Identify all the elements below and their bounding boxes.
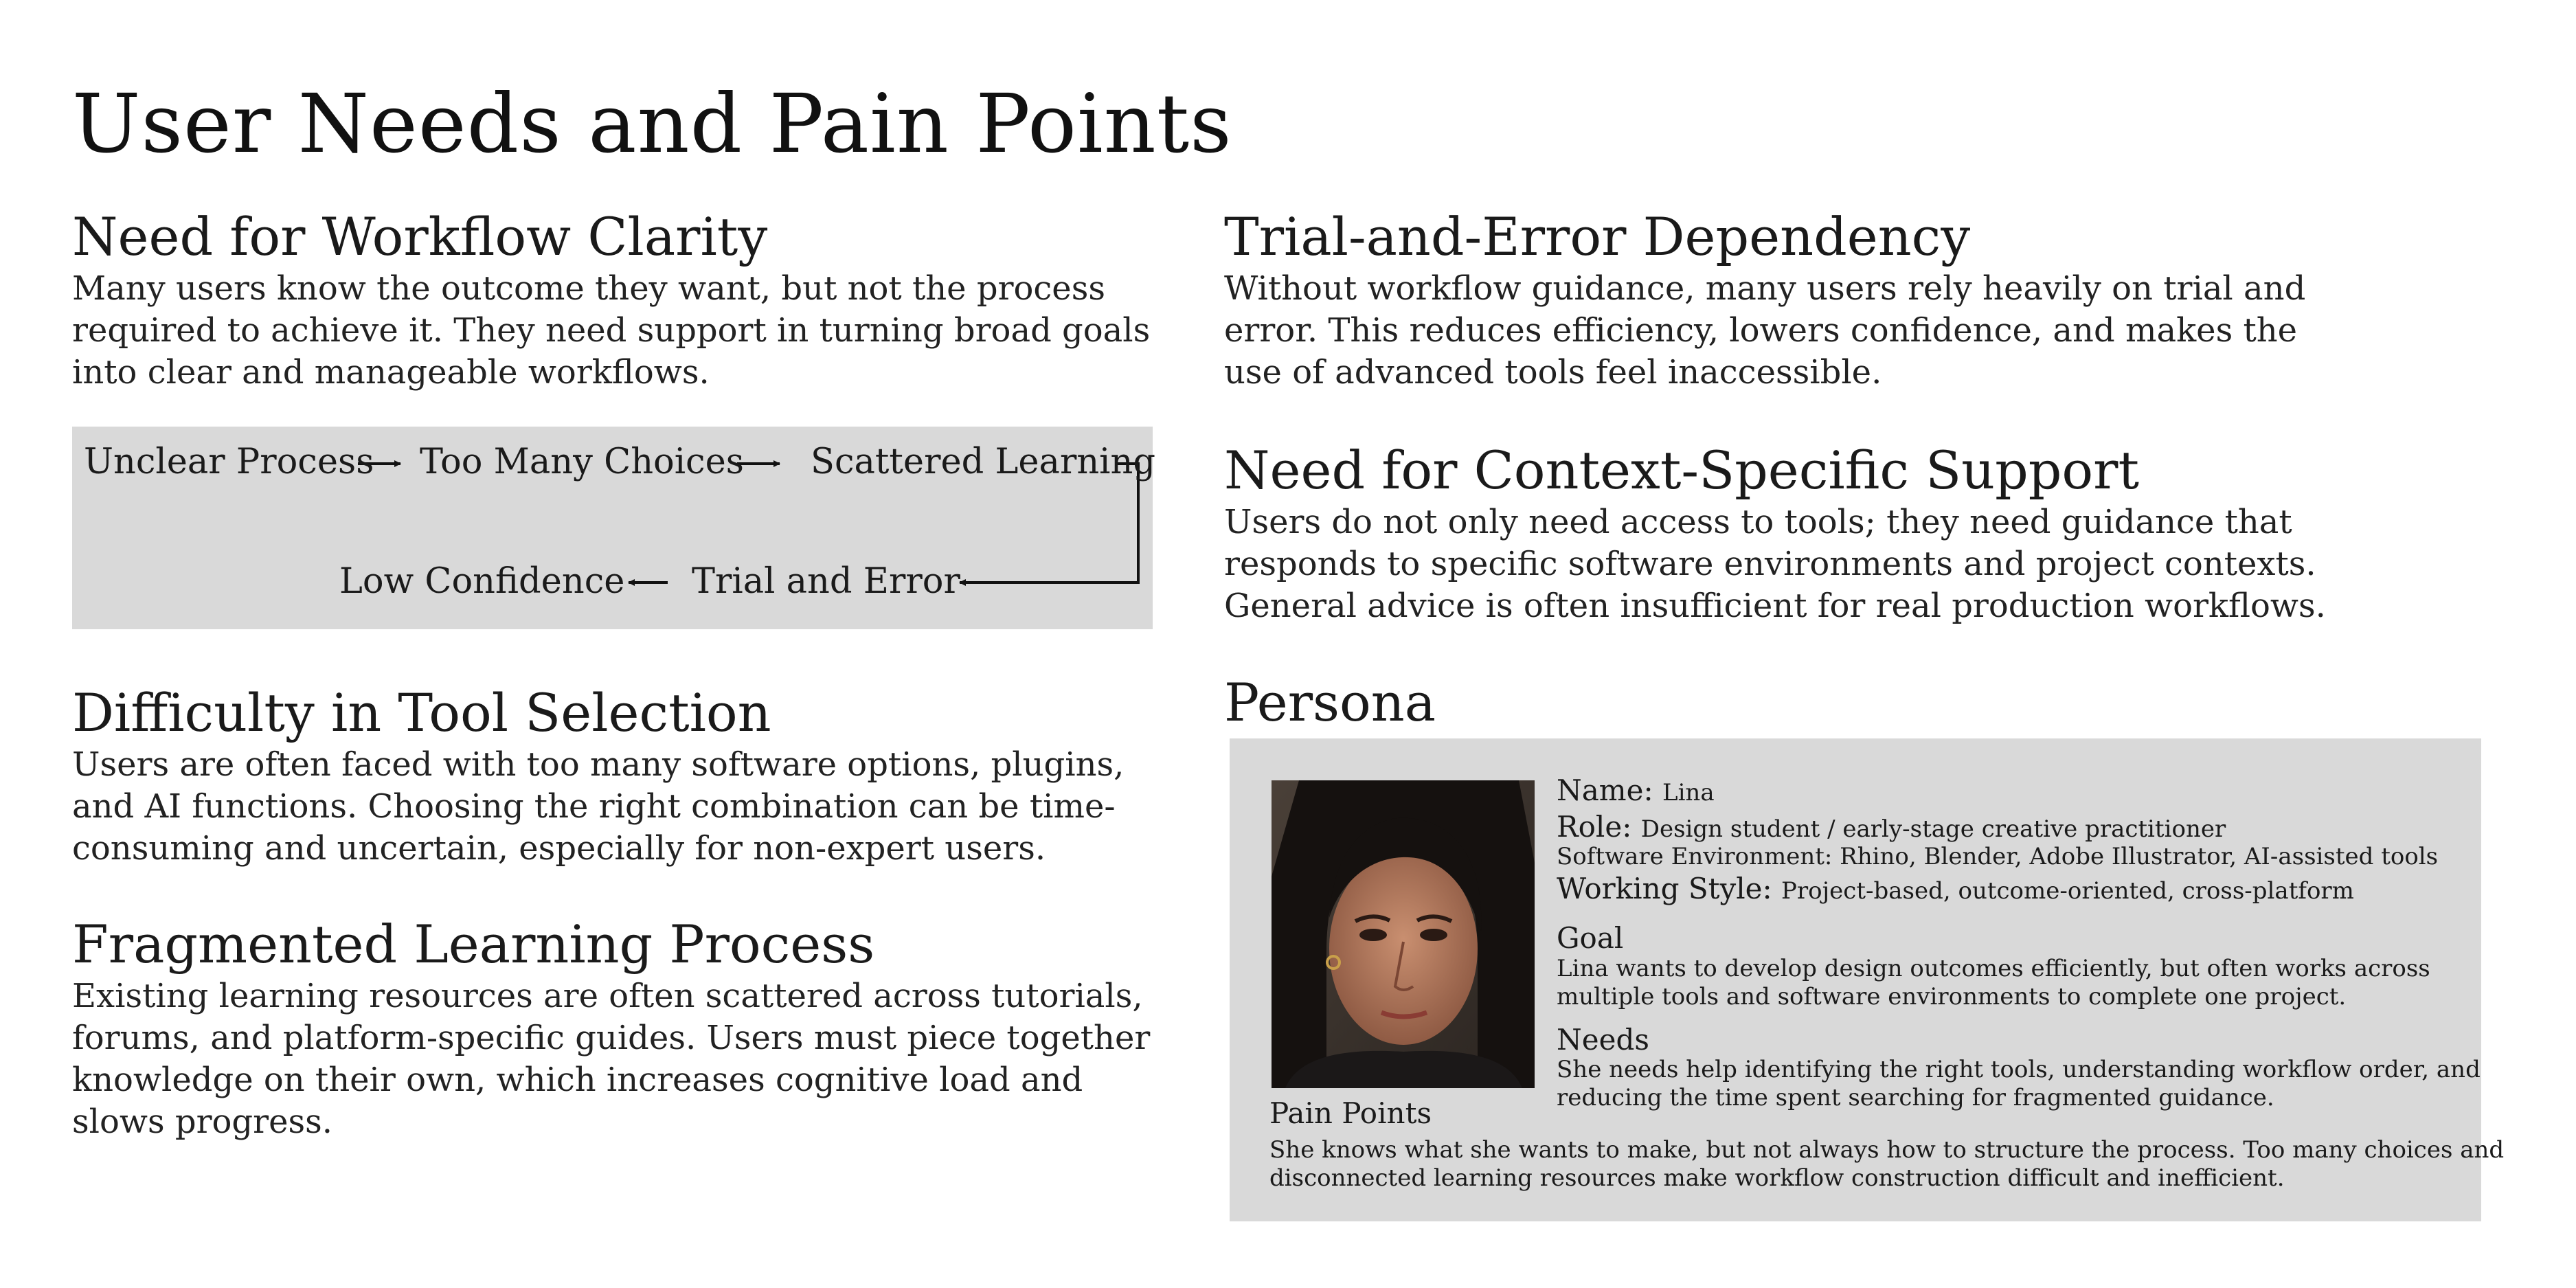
text-line: forums, and platform-specific guides. Users must piece together — [72, 1019, 1151, 1057]
text-line: required to achieve it. They need support in turning broad goals — [72, 311, 1151, 350]
paragraph-fragmented-learning — [72, 975, 1150, 1143]
persona-working-style — [1557, 872, 2354, 907]
text-line: into clear and manageable workflows. — [72, 353, 710, 392]
heading-persona: Persona — [1224, 672, 1436, 733]
text-line: error. This reduces efficiency, lowers confidence, and makes the — [1224, 311, 2298, 350]
text-line: multiple tools and software environments to complete one project. — [1557, 983, 2347, 1010]
text-line: disconnected learning resources make workflow construction difficult and inefficient. — [1269, 1164, 2285, 1192]
heading-trial-error: Trial-and-Error Dependency — [1224, 206, 1971, 267]
flow-step-trial-and-error: Trial and Error — [692, 561, 960, 602]
persona-photo — [1272, 780, 1535, 1088]
text-line: Lina wants to develop design outcomes efficiently, but often works across — [1557, 955, 2430, 982]
heading-context-support: Need for Context-Specific Support — [1224, 440, 2140, 501]
text-line: Existing learning resources are often scattered across tutorials, — [72, 977, 1143, 1015]
text-line: Many users know the outcome they want, but not the process — [72, 269, 1105, 308]
text-line: reducing the time spent searching for fragmented guidance. — [1557, 1084, 2274, 1111]
flow-step-unclear-process: Unclear Process — [84, 442, 374, 482]
persona-portrait-image — [1272, 780, 1535, 1088]
text-line: She needs help identifying the right tools, understanding workflow order, and — [1557, 1056, 2481, 1083]
persona-software-environment: Software Environment: Rhino, Blender, Adobe Illustrator, AI-assisted tools — [1557, 843, 2439, 870]
text-line: use of advanced tools feel inaccessible. — [1224, 353, 1882, 392]
paragraph-trial-error — [1224, 268, 2305, 394]
text-line: She knows what she wants to make, but not always how to structure the process. Too many choices and — [1269, 1136, 2505, 1164]
page-title: User Needs and Pain Points — [72, 76, 1232, 171]
workflow-problem-flow — [72, 427, 1153, 629]
persona-needs-text — [1557, 1056, 2481, 1112]
persona-goal-text — [1557, 955, 2430, 1011]
text-line: responds to specific software environments and project contexts. — [1224, 545, 2316, 583]
heading-fragmented-learning: Fragmented Learning Process — [72, 914, 875, 975]
text-line: Users are often faced with too many software options, plugins, — [72, 745, 1125, 784]
flow-step-low-confidence: Low Confidence — [339, 561, 625, 602]
persona-pain-points-heading: Pain Points — [1269, 1096, 1432, 1130]
role-value: Design student / early-stage creative practitioner — [1640, 815, 2226, 843]
persona-goal-heading: Goal — [1557, 921, 1624, 955]
working-style-value: Project-based, outcome-oriented, cross-platform — [1781, 877, 2354, 905]
role-label: Role: — [1557, 810, 1632, 844]
working-style-label: Working Style: — [1557, 872, 1772, 905]
paragraph-context-support — [1224, 501, 2326, 627]
persona-name — [1557, 774, 1715, 809]
paragraph-workflow-clarity — [72, 268, 1150, 394]
persona-needs-heading: Needs — [1557, 1023, 1649, 1057]
persona-role — [1557, 811, 2226, 846]
heading-workflow-clarity: Need for Workflow Clarity — [72, 206, 768, 267]
text-line: knowledge on their own, which increases cognitive load and — [72, 1061, 1083, 1099]
flow-step-too-many-choices: Too Many Choices — [420, 442, 744, 482]
text-line: consuming and uncertain, especially for non-expert users. — [72, 829, 1046, 868]
name-label: Name: — [1557, 773, 1653, 807]
text-line: slows progress. — [72, 1103, 333, 1141]
text-line: and AI functions. Choosing the right combination can be time- — [72, 787, 1116, 826]
text-line: Without workflow guidance, many users rely heavily on trial and — [1224, 269, 2306, 308]
text-line: General advice is often insufficient for real production workflows. — [1224, 587, 2326, 625]
name-value: Lina — [1662, 779, 1715, 806]
heading-tool-selection: Difficulty in Tool Selection — [72, 682, 771, 743]
persona-pain-points-text — [1269, 1136, 2504, 1193]
paragraph-tool-selection — [72, 744, 1124, 870]
flow-step-scattered-learning: Scattered Learning — [811, 442, 1155, 482]
text-line: Users do not only need access to tools; they need guidance that — [1224, 503, 2292, 541]
